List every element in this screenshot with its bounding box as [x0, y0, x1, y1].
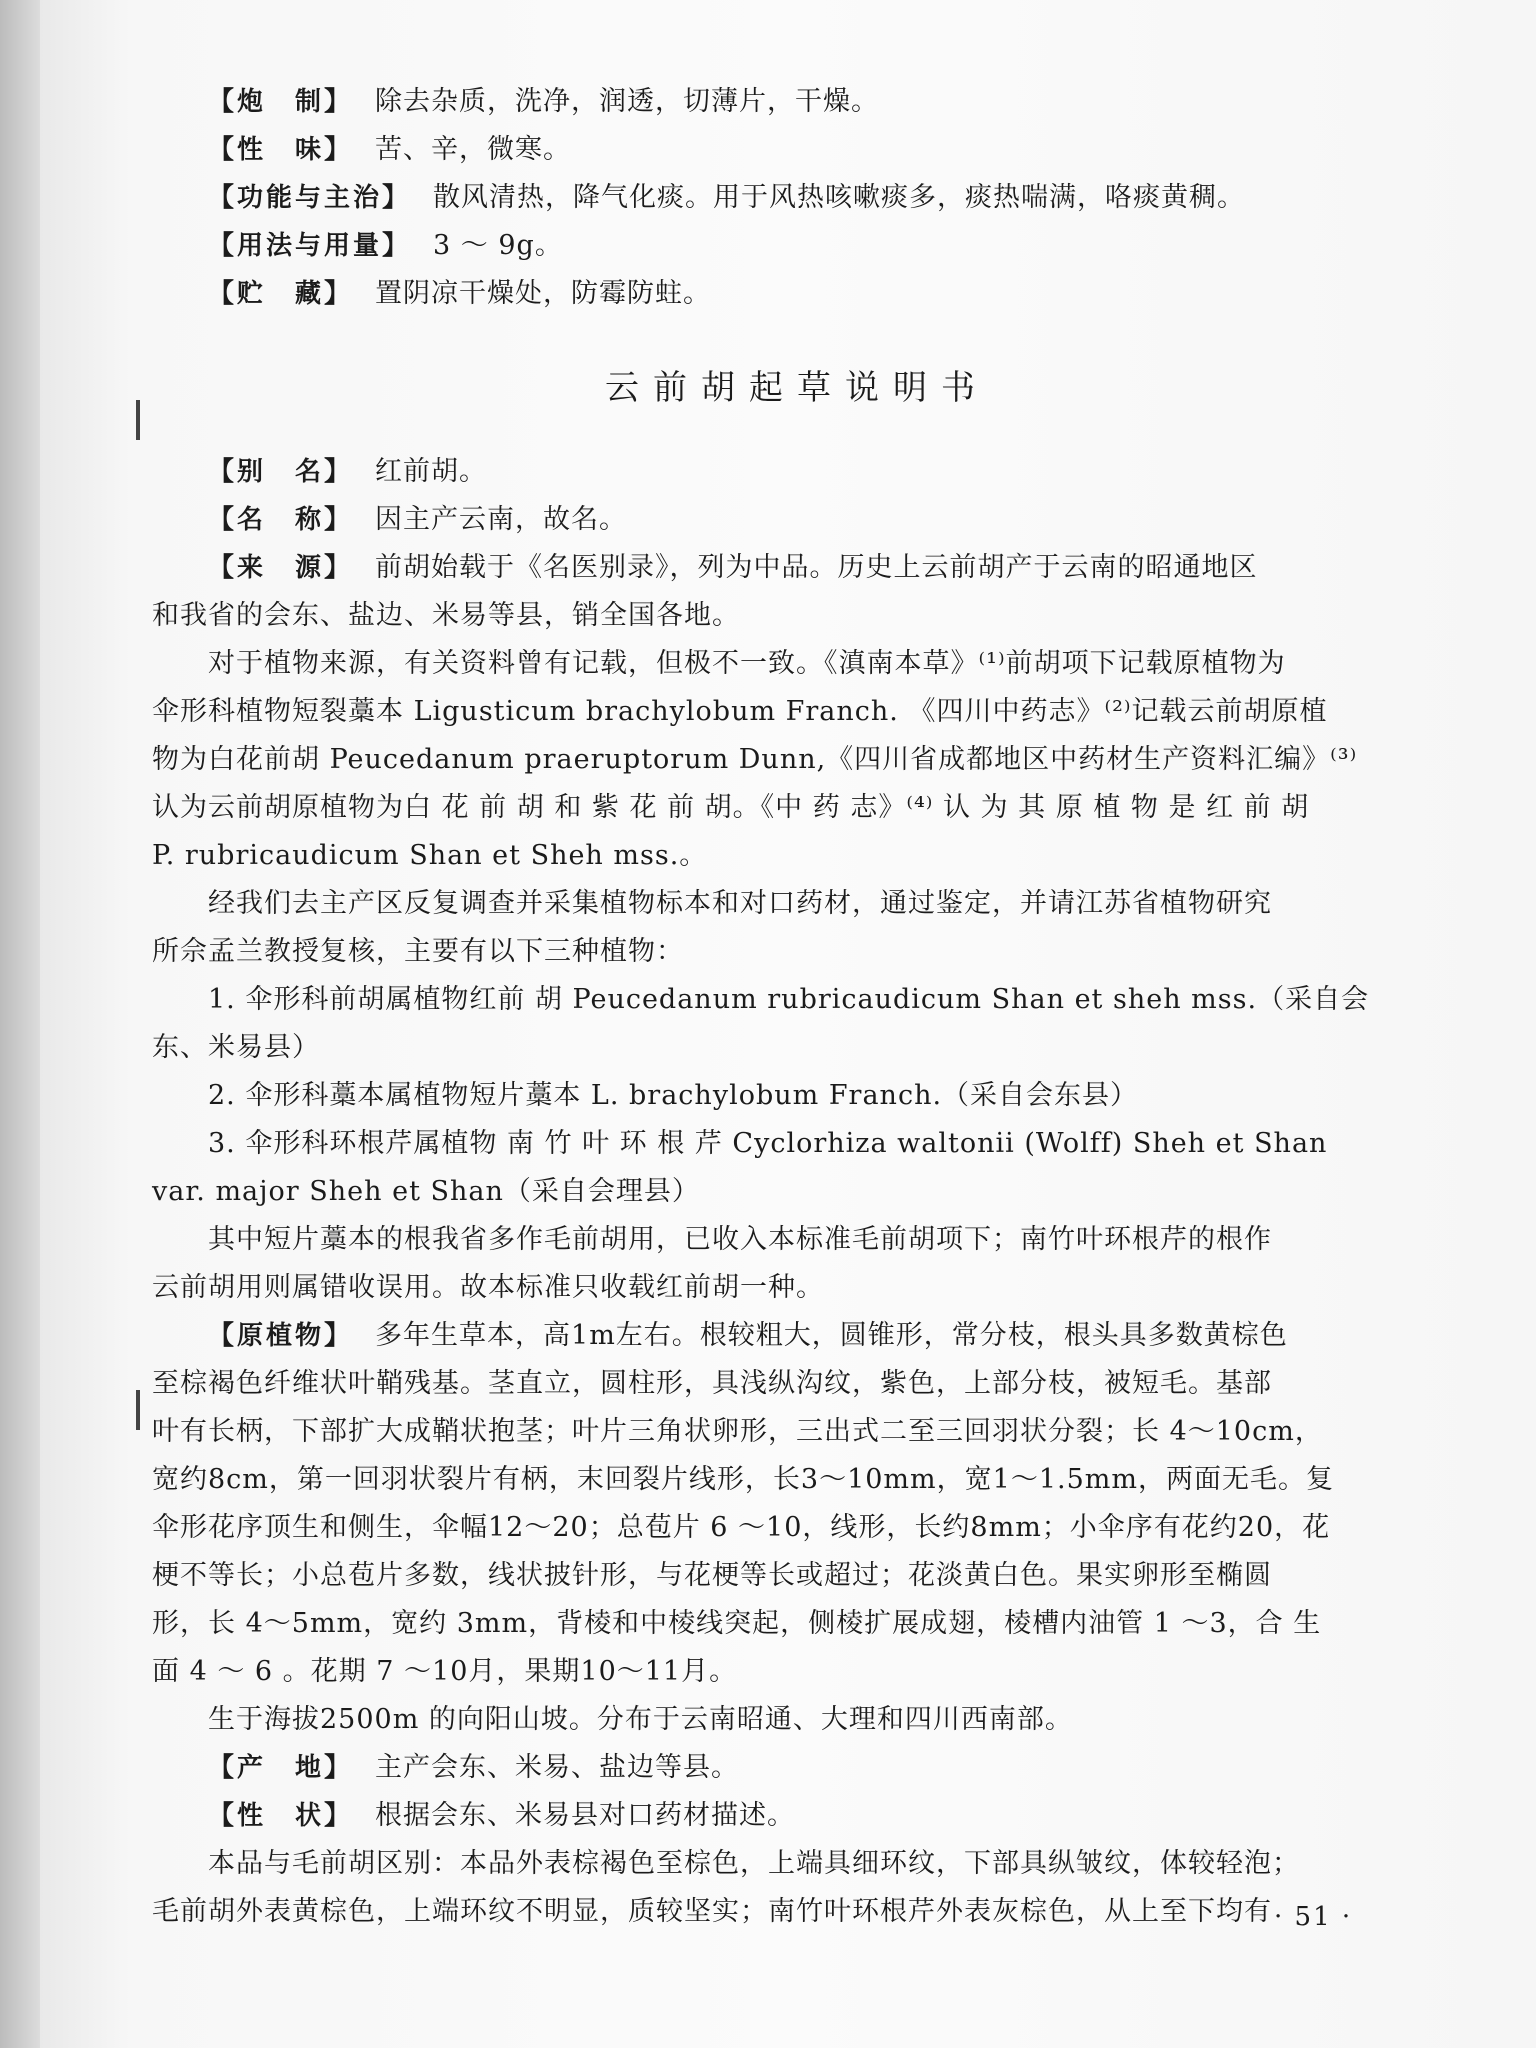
- scan-shadow-edge: [0, 0, 40, 2048]
- list-item-cont: 东、米易县）: [152, 1032, 320, 1063]
- body-line: 面 4 ～ 6 。花期 7 ～10月，果期10～11月。: [152, 1656, 738, 1687]
- body-line: 所佘孟兰教授复核，主要有以下三种植物：: [152, 936, 684, 967]
- entry-taste: [152, 126, 1442, 174]
- body-line: 认为云前胡原植物为白 花 前 胡 和 紫 花 前 胡。《中 药 志》⁽⁴⁾ 认 为 其 原 植 物 是 红 前 胡: [152, 792, 1310, 823]
- list-item: 1. 伞形科前胡属植物红前 胡 Peucedanum rubricaudicum Shan et sheh mss.（采自会: [208, 984, 1370, 1015]
- body-line: 叶有长柄，下部扩大成鞘状抱茎；叶片三角状卵形，三出式二至三回羽状分裂；长 4～10cm，: [152, 1416, 1323, 1447]
- entry-tag: 【性 味】: [208, 135, 354, 165]
- entry-function: [152, 174, 1442, 222]
- entry-tag: 【来 源】: [208, 553, 354, 583]
- entry-tag: 【名 称】: [208, 505, 354, 535]
- entry-text: 因主产云南，故名。: [375, 504, 628, 535]
- body-line: 和我省的会东、盐边、米易等县，销全国各地。: [152, 600, 740, 631]
- body-line: 经我们去主产区反复调查并采集植物标本和对口药材，通过鉴定，并请江苏省植物研究: [208, 888, 1272, 919]
- list-item: 2. 伞形科藁本属植物短片藁本 L. brachylobum Franch.（采自会东县）: [208, 1080, 1139, 1111]
- entry-tag: 【原植物】: [208, 1321, 354, 1351]
- body-line: 形，长 4～5mm，宽约 3mm，背棱和中棱线突起，侧棱扩展成翅，棱槽内油管 1 ～3，合 生: [152, 1608, 1322, 1639]
- body-line: 云前胡用则属错收误用。故本标准只收载红前胡一种。: [152, 1272, 824, 1303]
- entry-traits: [152, 1792, 1442, 1840]
- body-line: P. rubricaudicum Shan et Sheh mss.。: [152, 840, 708, 871]
- page-number: · 51 ·: [1274, 1902, 1353, 1932]
- entry-text: 前胡始载于《名医别录》，列为中品。历史上云前胡产于云南的昭通地区: [375, 552, 1258, 583]
- body-line: 伞形花序顶生和侧生，伞幅12～20；总苞片 6 ～10，线形，长约8mm；小伞序有花约20，花: [152, 1512, 1331, 1543]
- entry-tag: 【贮 藏】: [208, 279, 354, 309]
- entry-dosage: [152, 222, 1442, 270]
- entry-alias: [152, 448, 1442, 496]
- page-content: [152, 78, 1442, 1936]
- entry-tag: 【别 名】: [208, 457, 354, 487]
- entry-text: 红前胡。: [375, 456, 488, 487]
- body-line: 生于海拔2500m 的向阳山坡。分布于云南昭通、大理和四川西南部。: [208, 1704, 1073, 1735]
- entry-tag: 【功能与主治】: [208, 183, 412, 213]
- entry-storage: [152, 270, 1442, 318]
- entry-text: 多年生草本，高1m左右。根较粗大，圆锥形，常分枝，根头具多数黄棕色: [375, 1320, 1288, 1351]
- body-line: 宽约8cm，第一回羽状裂片有柄，末回裂片线形，长3～10mm，宽1～1.5mm，两面无毛。复: [152, 1464, 1334, 1495]
- body-line: 伞形科植物短裂藁本 Ligusticum brachylobum Franch. 《四川中药志》⁽²⁾记载云前胡原植: [152, 696, 1328, 727]
- entry-text: 苦、辛，微寒。: [375, 134, 572, 165]
- entry-text: 除去杂质，洗净，润透，切薄片，干燥。: [375, 86, 880, 117]
- entry-name: [152, 496, 1442, 544]
- body-line: 至棕褐色纤维状叶鞘残基。茎直立，圆柱形，具浅纵沟纹，紫色，上部分枝，被短毛。基部: [152, 1368, 1272, 1399]
- entry-tag: 【性 状】: [208, 1801, 354, 1831]
- entry-processing: [152, 78, 1442, 126]
- entry-text: 3 ～ 9g。: [433, 230, 563, 261]
- entry-text: 根据会东、米易县对口药材描述。: [375, 1800, 796, 1831]
- entry-tag: 【用法与用量】: [208, 231, 412, 261]
- entry-text: 主产会东、米易、盐边等县。: [375, 1752, 740, 1783]
- entry-text: 散风清热，降气化痰。用于风热咳嗽痰多，痰热喘满，咯痰黄稠。: [433, 182, 1246, 213]
- body-line: 本品与毛前胡区别：本品外表棕褐色至棕色，上端具细环纹，下部具纵皱纹，体较轻泡；: [208, 1848, 1300, 1879]
- entry-plant: [152, 1312, 1442, 1360]
- body-line: 对于植物来源，有关资料曾有记载，但极不一致。《滇南本草》⁽¹⁾前胡项下记载原植物为: [208, 648, 1286, 679]
- margin-mark: [136, 1390, 140, 1430]
- margin-mark: [136, 400, 140, 440]
- body-line: 毛前胡外表黄棕色，上端环纹不明显，质较坚实；南竹叶环根芹外表灰棕色，从上至下均有: [152, 1896, 1272, 1927]
- section-title: 云前胡起草说明书: [605, 368, 989, 408]
- body-line: 其中短片藁本的根我省多作毛前胡用，已收入本标准毛前胡项下；南竹叶环根芹的根作: [208, 1224, 1272, 1255]
- entry-text: 置阴凉干燥处，防霉防蛀。: [375, 278, 712, 309]
- entry-origin: [152, 1744, 1442, 1792]
- list-item-cont: var. major Sheh et Shan（采自会理县）: [152, 1176, 700, 1207]
- entry-tag: 【炮 制】: [208, 87, 354, 117]
- document-page: [40, 0, 1536, 2048]
- body-line: 梗不等长；小总苞片多数，线状披针形，与花梗等长或超过；花淡黄白色。果实卵形至椭圆: [152, 1560, 1272, 1591]
- entry-source: [152, 544, 1442, 592]
- body-line: 物为白花前胡 Peucedanum praeruptorum Dunn,《四川省成都地区中药材生产资料汇编》⁽³⁾: [152, 744, 1358, 775]
- entry-tag: 【产 地】: [208, 1753, 354, 1783]
- list-item: 3. 伞形科环根芹属植物 南 竹 叶 环 根 芹 Cyclorhiza waltonii (Wolff) Sheh et Shan: [208, 1128, 1328, 1159]
